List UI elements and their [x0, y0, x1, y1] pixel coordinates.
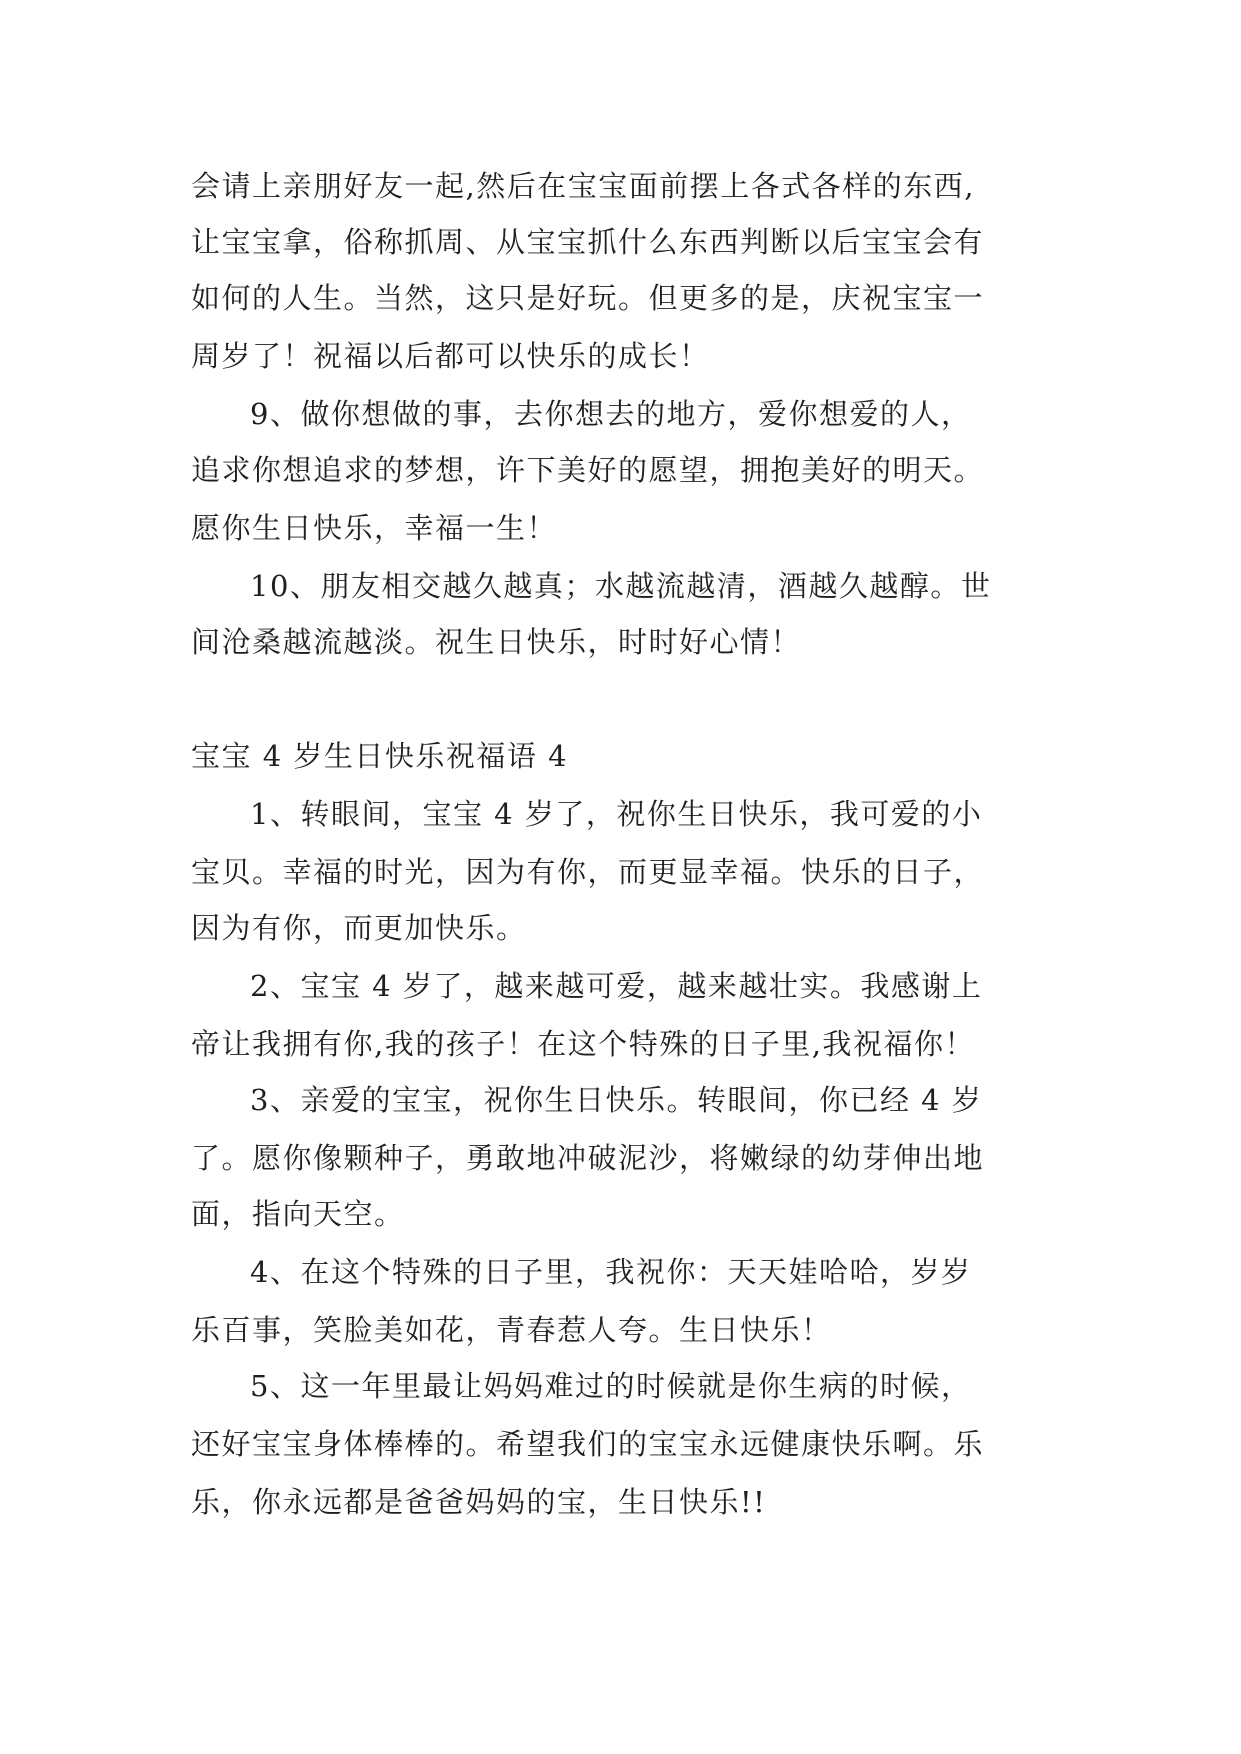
text-line: 周岁了！祝福以后都可以快乐的成长！ [191, 339, 710, 373]
text-line: 乐百事，笑脸美如花，青春惹人夸。生日快乐！ [191, 1313, 832, 1347]
text-line: 1、转眼间，宝宝 4 岁了，祝你生日快乐，我可爱的小 [250, 797, 983, 831]
text-line: 帝让我拥有你,我的孩子！在这个特殊的日子里,我祝福你！ [191, 1027, 975, 1061]
text-line: 9、做你想做的事，去你想去的地方，爱你想爱的人， [250, 397, 972, 431]
text-line: 4、在这个特殊的日子里，我祝你：天天娃哈哈，岁岁 [250, 1255, 972, 1289]
text-line: 了。愿你像颗种子，勇敢地冲破泥沙，将嫩绿的幼芽伸出地 [191, 1141, 985, 1175]
text-line: 会请上亲朋好友一起,然后在宝宝面前摆上各式各样的东西, [191, 169, 975, 203]
text-line: 5、这一年里最让妈妈难过的时候就是你生病的时候， [250, 1369, 972, 1403]
text-line: 10、朋友相交越久越真；水越流越清，酒越久越醇。世 [250, 569, 992, 603]
text-line: 面，指向天空。 [191, 1197, 405, 1231]
text-line: 愿你生日快乐，幸福一生！ [191, 511, 558, 545]
text-line: 2、宝宝 4 岁了，越来越可爱，越来越壮实。我感谢上 [250, 969, 983, 1003]
section-heading: 宝宝 4 岁生日快乐祝福语 4 [191, 739, 569, 773]
text-line: 如何的人生。当然，这只是好玩。但更多的是，庆祝宝宝一 [191, 281, 985, 315]
text-line: 让宝宝拿，俗称抓周、从宝宝抓什么东西判断以后宝宝会有 [191, 225, 985, 259]
text-line: 乐，你永远都是爸爸妈妈的宝，生日快乐!! [191, 1485, 767, 1519]
text-line: 宝贝。幸福的时光，因为有你，而更显幸福。快乐的日子， [191, 855, 985, 889]
text-line: 3、亲爱的宝宝，祝你生日快乐。转眼间，你已经 4 岁 [250, 1083, 983, 1117]
text-line: 追求你想追求的梦想，许下美好的愿望，拥抱美好的明天。 [191, 453, 985, 487]
text-line: 还好宝宝身体棒棒的。希望我们的宝宝永远健康快乐啊。乐 [191, 1427, 985, 1461]
text-line: 因为有你，而更加快乐。 [191, 911, 527, 945]
text-line: 间沧桑越流越淡。祝生日快乐，时时好心情！ [191, 625, 802, 659]
